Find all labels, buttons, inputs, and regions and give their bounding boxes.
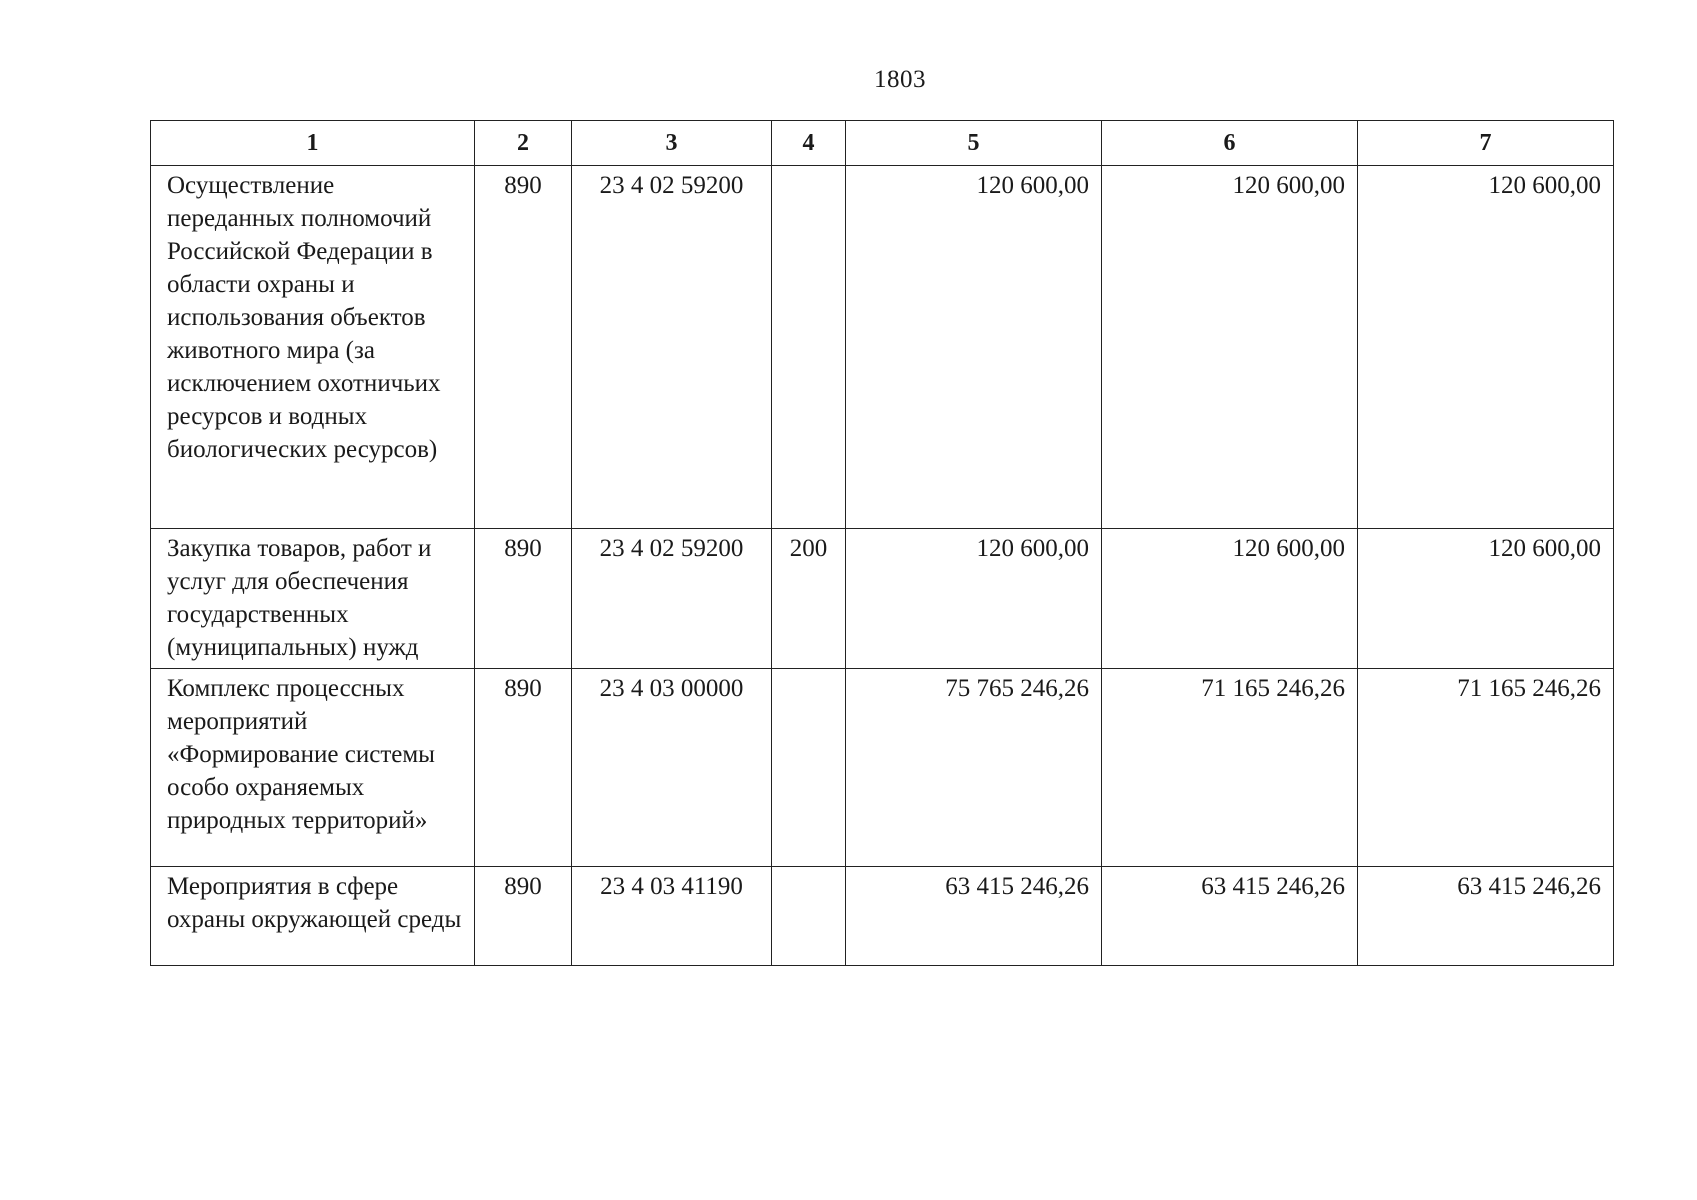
row-col-4: 200: [772, 529, 846, 669]
row-col-7: 63 415 246,26: [1358, 867, 1614, 966]
row-col-6: 63 415 246,26: [1102, 867, 1358, 966]
row-name: Комплекс процессных мероприятий «Формирование системы особо охраняемых природных территорий»: [151, 669, 475, 867]
row-col-2: 890: [475, 867, 572, 966]
row-col-6: 120 600,00: [1102, 166, 1358, 529]
table-header: [151, 121, 1614, 166]
row-name: Осуществление переданных полномочий Российской Федерации в области охраны и использования объектов животного мира (за исключением охотничьих ресурсов и водных биологических ресурсов): [151, 166, 475, 529]
row-col-3: 23 4 02 59200: [572, 529, 772, 669]
row-col-4: [772, 669, 846, 867]
row-col-7: 120 600,00: [1358, 166, 1614, 529]
header-row: [151, 121, 1614, 166]
header-col-7: 7: [1358, 121, 1614, 166]
row-col-2: 890: [475, 669, 572, 867]
row-col-6: 120 600,00: [1102, 529, 1358, 669]
row-col-5: 63 415 246,26: [846, 867, 1102, 966]
row-col-5: 75 765 246,26: [846, 669, 1102, 867]
page-number: 1803: [874, 66, 926, 93]
row-name: Мероприятия в сфере охраны окружающей среды: [151, 867, 475, 966]
header-col-6: 6: [1102, 121, 1358, 166]
row-col-3: 23 4 02 59200: [572, 166, 772, 529]
header-col-4: 4: [772, 121, 846, 166]
row-col-3: 23 4 03 41190: [572, 867, 772, 966]
row-col-3: 23 4 03 00000: [572, 669, 772, 867]
row-col-7: 71 165 246,26: [1358, 669, 1614, 867]
row-col-2: 890: [475, 166, 572, 529]
table-row: [151, 166, 1614, 529]
header-col-5: 5: [846, 121, 1102, 166]
row-col-4: [772, 867, 846, 966]
row-name: Закупка товаров, работ и услуг для обеспечения государственных (муниципальных) нужд: [151, 529, 475, 669]
header-col-3: 3: [572, 121, 772, 166]
table-row: [151, 669, 1614, 867]
row-col-5: 120 600,00: [846, 166, 1102, 529]
budget-table: [150, 120, 1614, 966]
row-col-7: 120 600,00: [1358, 529, 1614, 669]
row-col-4: [772, 166, 846, 529]
header-col-1: 1: [151, 121, 475, 166]
header-col-2: 2: [475, 121, 572, 166]
table-body: [151, 166, 1614, 966]
row-col-5: 120 600,00: [846, 529, 1102, 669]
row-col-6: 71 165 246,26: [1102, 669, 1358, 867]
row-col-2: 890: [475, 529, 572, 669]
table-row: [151, 867, 1614, 966]
table-row: [151, 529, 1614, 669]
